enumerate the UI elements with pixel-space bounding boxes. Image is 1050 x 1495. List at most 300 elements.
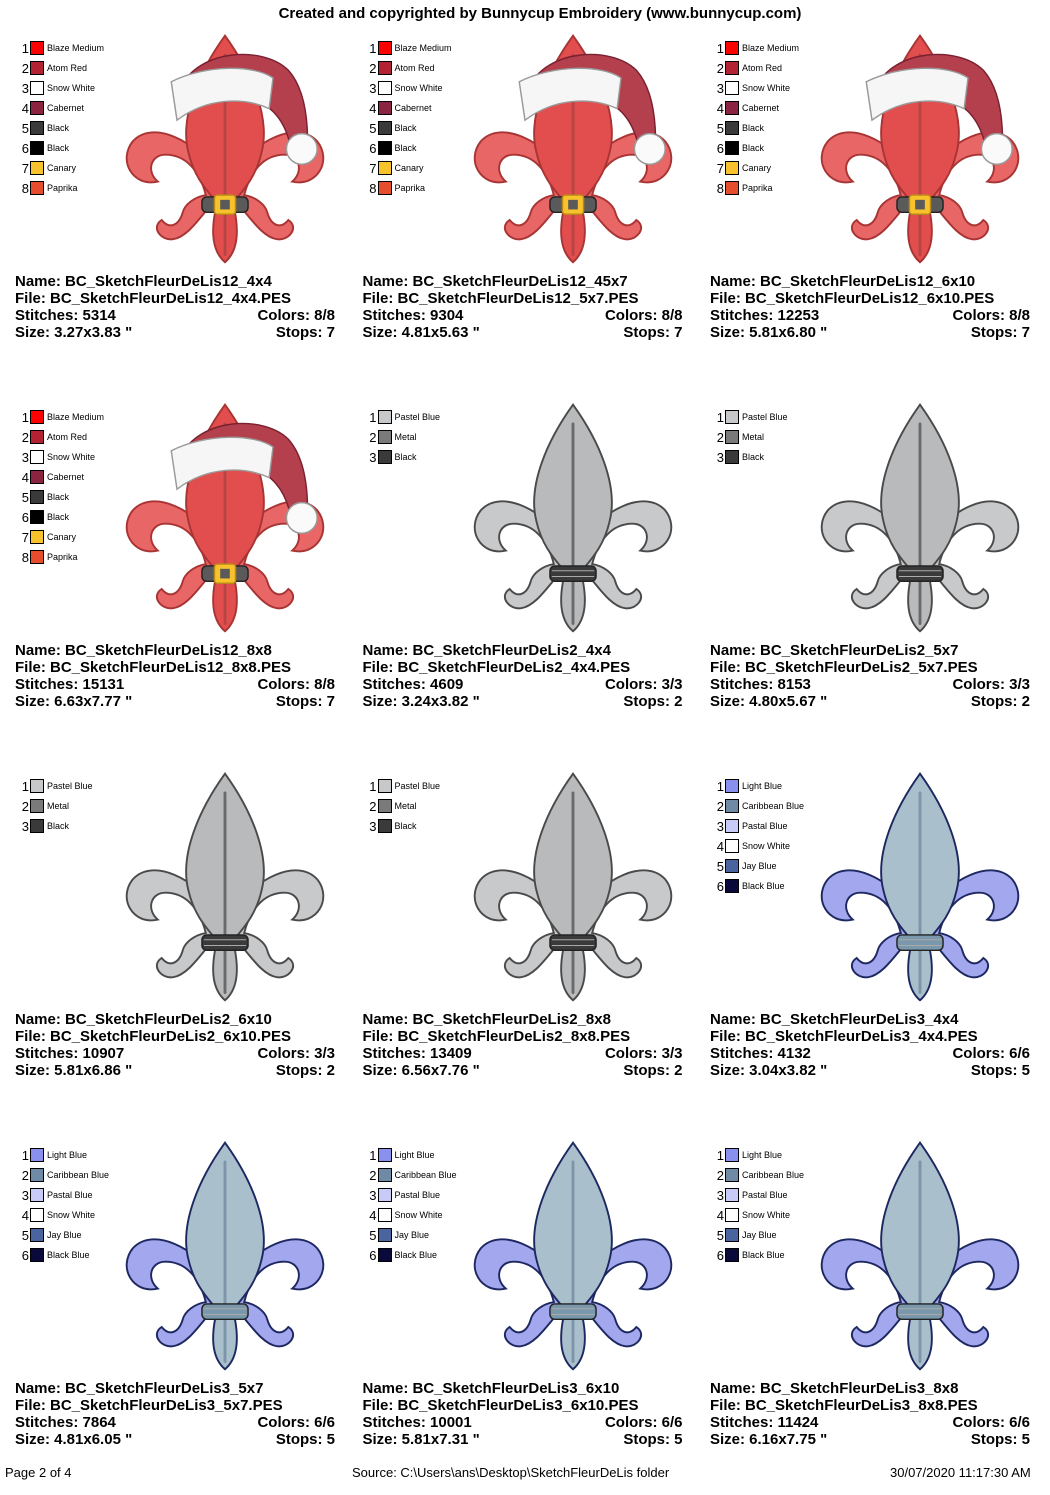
color-swatch xyxy=(725,879,739,893)
design-file: File: BC_SketchFleurDeLis2_6x10.PES xyxy=(15,1028,291,1045)
color-swatch xyxy=(378,41,392,55)
info-row xyxy=(710,1414,1030,1431)
legend-item xyxy=(19,58,104,78)
legend-item xyxy=(367,158,452,178)
legend-color-name: Pastel Blue xyxy=(47,781,93,791)
legend-number: 1 xyxy=(21,778,29,794)
design-size: Size: 4.80x5.67 " xyxy=(710,693,828,710)
info-row xyxy=(15,1045,335,1062)
page-number: Page 2 of 4 xyxy=(5,1465,72,1480)
design-file: File: BC_SketchFleurDeLis12_8x8.PES xyxy=(15,659,291,676)
hat-pompom xyxy=(981,134,1012,165)
color-swatch xyxy=(30,101,44,115)
color-swatch xyxy=(378,81,392,95)
design-file: File: BC_SketchFleurDeLis2_5x7.PES xyxy=(710,659,978,676)
legend-color-name: Black xyxy=(394,123,417,133)
fleur-group xyxy=(474,774,671,1001)
info-row xyxy=(710,273,1030,290)
legend-number: 5 xyxy=(369,120,377,136)
stitch-count: Stitches: 4609 xyxy=(362,676,464,693)
design-file: File: BC_SketchFleurDeLis3_5x7.PES xyxy=(15,1397,283,1414)
stitch-count: Stitches: 11424 xyxy=(710,1414,819,1431)
fleur-band xyxy=(897,935,943,950)
legend-item xyxy=(19,776,93,796)
design-card xyxy=(15,766,345,1126)
legend-color-name: Jay Blue xyxy=(394,1230,430,1240)
legend-number: 2 xyxy=(716,798,724,814)
legend-item xyxy=(714,407,788,427)
color-swatch xyxy=(725,779,739,793)
legend-number: 1 xyxy=(369,409,377,425)
legend-color-name: Jay Blue xyxy=(742,1230,777,1240)
legend-item xyxy=(714,1205,804,1225)
color-swatch xyxy=(30,819,44,833)
legend-number: 3 xyxy=(369,1187,377,1203)
legend-item xyxy=(367,1185,457,1205)
legend-item xyxy=(367,447,441,467)
stop-count: Stops: 7 xyxy=(623,324,683,341)
legend-number: 4 xyxy=(369,100,377,116)
buckle-hole xyxy=(915,200,925,210)
stitch-count: Stitches: 10001 xyxy=(362,1414,472,1431)
legend-item xyxy=(714,776,804,796)
legend-number: 2 xyxy=(716,429,724,445)
info-row xyxy=(710,1045,1030,1062)
color-swatch xyxy=(30,799,44,813)
legend-color-name: Paprika xyxy=(47,552,78,562)
stop-count: Stops: 5 xyxy=(970,1062,1030,1079)
stitch-count: Stitches: 8153 xyxy=(710,676,811,693)
design-name: Name: BC_SketchFleurDeLis2_6x10 xyxy=(15,1011,272,1028)
info-row xyxy=(363,1045,683,1062)
fleur-de-lis-artwork xyxy=(463,397,683,637)
legend-number: 1 xyxy=(369,1147,377,1163)
legend-item xyxy=(367,58,452,78)
legend-color-name: Caribbean Blue xyxy=(47,1170,110,1180)
info-row xyxy=(363,273,683,290)
design-info xyxy=(15,1380,335,1448)
design-name: Name: BC_SketchFleurDeLis3_4x4 xyxy=(710,1011,959,1028)
color-count: Colors: 6/6 xyxy=(604,1414,683,1431)
design-name: Name: BC_SketchFleurDeLis12_8x8 xyxy=(15,642,272,659)
legend-item xyxy=(367,816,441,836)
info-row xyxy=(710,642,1030,659)
legend-item xyxy=(19,1245,109,1265)
legend-number: 2 xyxy=(369,60,377,76)
legend-color-name: Black xyxy=(394,143,417,153)
color-swatch xyxy=(30,121,44,135)
legend-color-name: Light Blue xyxy=(742,1150,783,1160)
legend-color-name: Snow White xyxy=(742,1210,791,1220)
legend-color-name: Atom Red xyxy=(742,63,783,73)
design-file: File: BC_SketchFleurDeLis3_8x8.PES xyxy=(710,1397,978,1414)
design-info xyxy=(15,1011,335,1079)
legend-item xyxy=(367,1205,457,1225)
stop-count: Stops: 5 xyxy=(275,1431,335,1448)
color-count: Colors: 3/3 xyxy=(257,1045,335,1062)
legend-number: 3 xyxy=(716,449,724,465)
color-swatch xyxy=(378,1148,392,1162)
info-row xyxy=(710,1431,1030,1448)
color-swatch xyxy=(30,470,44,484)
color-swatch xyxy=(378,101,392,115)
design-file: File: BC_SketchFleurDeLis3_4x4.PES xyxy=(710,1028,978,1045)
legend-number: 4 xyxy=(716,838,724,854)
legend-color-name: Black xyxy=(742,123,765,133)
fleur-group xyxy=(822,405,1019,632)
legend-color-name: Canary xyxy=(47,163,77,173)
info-row xyxy=(15,273,335,290)
design-info xyxy=(363,1380,683,1448)
legend-color-name: Jay Blue xyxy=(47,1230,82,1240)
legend-number: 6 xyxy=(21,509,29,525)
legend-color-name: Pastal Blue xyxy=(742,821,788,831)
design-name: Name: BC_SketchFleurDeLis2_5x7 xyxy=(710,642,959,659)
fleur-band xyxy=(897,566,943,581)
stitch-count: Stitches: 13409 xyxy=(362,1045,472,1062)
legend-item xyxy=(714,1165,804,1185)
info-row xyxy=(15,1062,335,1079)
design-size: Size: 6.16x7.75 " xyxy=(710,1431,828,1448)
legend-number: 2 xyxy=(369,429,377,445)
color-swatch xyxy=(30,41,44,55)
color-swatch xyxy=(30,1188,44,1202)
info-row xyxy=(363,1028,683,1045)
info-row xyxy=(15,676,335,693)
color-swatch xyxy=(378,1188,392,1202)
color-swatch xyxy=(30,510,44,524)
color-count: Colors: 3/3 xyxy=(604,676,683,693)
legend-color-name: Atom Red xyxy=(394,63,435,73)
legend-color-name: Snow White xyxy=(742,83,791,93)
fleur-group xyxy=(474,36,671,263)
design-size: Size: 3.27x3.83 " xyxy=(15,324,133,341)
fleur-band xyxy=(549,935,595,950)
legend-item xyxy=(714,1245,804,1265)
color-swatch xyxy=(725,161,739,175)
legend-item xyxy=(367,1225,457,1245)
legend-color-name: Snow White xyxy=(47,1210,96,1220)
legend-number: 1 xyxy=(369,778,377,794)
legend-number: 2 xyxy=(716,1167,724,1183)
color-swatch xyxy=(30,1228,44,1242)
legend-color-name: Snow White xyxy=(394,83,443,93)
color-count: Colors: 8/8 xyxy=(952,307,1030,324)
color-count: Colors: 8/8 xyxy=(257,676,335,693)
legend-number: 5 xyxy=(716,1227,724,1243)
legend-number: 5 xyxy=(21,120,29,136)
legend-item xyxy=(19,407,104,427)
design-size: Size: 6.56x7.76 " xyxy=(362,1062,480,1079)
info-row xyxy=(15,307,335,324)
design-card xyxy=(710,766,1040,1126)
color-swatch xyxy=(725,1208,739,1222)
info-row xyxy=(710,307,1030,324)
legend-number: 8 xyxy=(369,180,377,196)
legend-item xyxy=(367,98,452,118)
legend-color-name: Black Blue xyxy=(47,1250,90,1260)
legend-item xyxy=(367,407,441,427)
design-size: Size: 3.04x3.82 " xyxy=(710,1062,828,1079)
legend-item xyxy=(714,38,799,58)
design-size: Size: 4.81x6.05 " xyxy=(15,1431,133,1448)
info-row xyxy=(710,1028,1030,1045)
design-size: Size: 5.81x6.80 " xyxy=(710,324,828,341)
design-info xyxy=(363,273,683,341)
color-swatch xyxy=(725,430,739,444)
legend-number: 3 xyxy=(716,80,724,96)
info-row xyxy=(710,1380,1030,1397)
legend-color-name: Paprika xyxy=(47,183,78,193)
legend-color-name: Black xyxy=(47,123,70,133)
design-info xyxy=(710,1380,1030,1448)
color-swatch xyxy=(30,61,44,75)
fleur-de-lis-artwork xyxy=(810,28,1030,268)
thread-color-legend xyxy=(19,38,104,198)
info-row xyxy=(363,693,683,710)
design-name: Name: BC_SketchFleurDeLis3_6x10 xyxy=(362,1380,620,1397)
info-row xyxy=(15,1011,335,1028)
legend-number: 6 xyxy=(716,1247,724,1263)
stitch-count: Stitches: 12253 xyxy=(710,307,820,324)
legend-item xyxy=(367,1245,457,1265)
legend-color-name: Atom Red xyxy=(47,63,88,73)
legend-number: 2 xyxy=(21,798,29,814)
info-row xyxy=(710,1011,1030,1028)
hat-pompom xyxy=(286,503,317,534)
legend-color-name: Light Blue xyxy=(394,1150,435,1160)
legend-item xyxy=(19,527,104,547)
legend-color-name: Paprika xyxy=(742,183,773,193)
color-swatch xyxy=(725,41,739,55)
design-info xyxy=(363,1011,683,1079)
legend-number: 2 xyxy=(716,60,724,76)
legend-color-name: Black Blue xyxy=(394,1250,438,1260)
legend-color-name: Blaze Medium xyxy=(47,412,105,422)
color-swatch xyxy=(30,410,44,424)
legend-number: 1 xyxy=(21,409,29,425)
legend-item xyxy=(714,876,804,896)
legend-color-name: Jay Blue xyxy=(742,861,777,871)
color-swatch xyxy=(30,1168,44,1182)
design-card xyxy=(710,397,1040,757)
legend-item xyxy=(714,138,799,158)
info-row xyxy=(15,693,335,710)
color-swatch xyxy=(725,61,739,75)
info-row xyxy=(710,693,1030,710)
design-size: Size: 3.24x3.82 " xyxy=(362,693,480,710)
legend-color-name: Cabernet xyxy=(47,472,85,482)
design-size: Size: 4.81x5.63 " xyxy=(362,324,480,341)
legend-color-name: Blaze Medium xyxy=(742,43,800,53)
info-row xyxy=(15,1431,335,1448)
stop-count: Stops: 2 xyxy=(970,693,1030,710)
info-row xyxy=(363,1397,683,1414)
info-row xyxy=(15,1028,335,1045)
fleur-group xyxy=(127,774,324,1001)
legend-number: 8 xyxy=(716,180,724,196)
color-swatch xyxy=(725,450,739,464)
color-count: Colors: 6/6 xyxy=(952,1045,1030,1062)
color-swatch xyxy=(30,161,44,175)
legend-number: 2 xyxy=(21,1167,29,1183)
stop-count: Stops: 2 xyxy=(623,693,683,710)
design-size: Size: 5.81x7.31 " xyxy=(362,1431,480,1448)
legend-item xyxy=(19,816,93,836)
color-swatch xyxy=(725,799,739,813)
legend-number: 2 xyxy=(369,1167,377,1183)
legend-color-name: Black xyxy=(47,512,70,522)
design-name: Name: BC_SketchFleurDeLis3_8x8 xyxy=(710,1380,959,1397)
fleur-group xyxy=(822,36,1019,263)
design-file: File: BC_SketchFleurDeLis2_4x4.PES xyxy=(362,659,631,676)
info-row xyxy=(710,1397,1030,1414)
legend-item xyxy=(714,1225,804,1245)
legend-number: 7 xyxy=(21,529,29,545)
color-swatch xyxy=(30,141,44,155)
legend-item xyxy=(19,1225,109,1245)
info-row xyxy=(15,1414,335,1431)
color-swatch xyxy=(725,81,739,95)
design-name: Name: BC_SketchFleurDeLis12_6x10 xyxy=(710,273,976,290)
legend-item xyxy=(367,427,441,447)
design-card xyxy=(363,397,693,757)
legend-color-name: Black Blue xyxy=(742,1250,785,1260)
color-swatch xyxy=(30,1148,44,1162)
color-swatch xyxy=(30,490,44,504)
fleur-de-lis-artwork xyxy=(810,397,1030,637)
legend-number: 4 xyxy=(716,1207,724,1223)
legend-color-name: Pastel Blue xyxy=(742,412,788,422)
legend-color-name: Cabernet xyxy=(394,103,432,113)
stop-count: Stops: 7 xyxy=(970,324,1030,341)
color-swatch xyxy=(378,410,392,424)
legend-number: 6 xyxy=(716,140,724,156)
color-swatch xyxy=(378,430,392,444)
thread-color-legend xyxy=(19,1145,109,1265)
legend-color-name: Blaze Medium xyxy=(394,43,452,53)
design-name: Name: BC_SketchFleurDeLis3_5x7 xyxy=(15,1380,264,1397)
info-row xyxy=(363,1431,683,1448)
legend-number: 6 xyxy=(369,1247,377,1263)
buckle-hole xyxy=(568,200,578,210)
legend-item xyxy=(714,427,788,447)
legend-number: 3 xyxy=(716,1187,724,1203)
legend-number: 5 xyxy=(21,489,29,505)
stitch-count: Stitches: 15131 xyxy=(15,676,125,693)
legend-item xyxy=(367,178,452,198)
fleur-de-lis-artwork xyxy=(463,28,683,268)
legend-color-name: Black xyxy=(394,452,417,462)
legend-item xyxy=(367,1165,457,1185)
legend-item xyxy=(19,1205,109,1225)
design-card xyxy=(710,1135,1040,1495)
legend-color-name: Metal xyxy=(742,432,765,442)
stitch-count: Stitches: 9304 xyxy=(362,307,464,324)
legend-item xyxy=(714,447,788,467)
design-name: Name: BC_SketchFleurDeLis12_4x4 xyxy=(15,273,272,290)
legend-number: 7 xyxy=(21,160,29,176)
stitch-count: Stitches: 10907 xyxy=(15,1045,125,1062)
legend-number: 7 xyxy=(716,160,724,176)
legend-item xyxy=(19,427,104,447)
legend-item xyxy=(714,1145,804,1165)
color-swatch xyxy=(30,779,44,793)
legend-item xyxy=(714,796,804,816)
legend-color-name: Metal xyxy=(394,432,417,442)
legend-color-name: Caribbean Blue xyxy=(742,1170,805,1180)
fleur-group xyxy=(127,405,324,632)
thread-color-legend xyxy=(367,38,452,198)
design-card xyxy=(363,1135,693,1495)
legend-number: 4 xyxy=(21,1207,29,1223)
fleur-group xyxy=(822,774,1019,1001)
color-swatch xyxy=(378,1248,392,1262)
color-swatch xyxy=(378,779,392,793)
color-swatch xyxy=(725,121,739,135)
legend-item xyxy=(714,836,804,856)
info-row xyxy=(710,1062,1030,1079)
legend-color-name: Atom Red xyxy=(47,432,88,442)
legend-number: 5 xyxy=(716,858,724,874)
legend-color-name: Pastel Blue xyxy=(394,781,441,791)
fleur-band xyxy=(897,1304,943,1319)
design-info xyxy=(710,642,1030,710)
legend-color-name: Cabernet xyxy=(742,103,780,113)
color-swatch xyxy=(725,141,739,155)
legend-color-name: Snow White xyxy=(47,452,96,462)
info-row xyxy=(15,1380,335,1397)
color-swatch xyxy=(378,161,392,175)
info-row xyxy=(15,659,335,676)
legend-item xyxy=(714,118,799,138)
fleur-band xyxy=(202,935,248,950)
timestamp: 30/07/2020 11:17:30 AM xyxy=(890,1465,1031,1480)
info-row xyxy=(363,290,683,307)
legend-item xyxy=(367,1145,457,1165)
legend-number: 7 xyxy=(369,160,377,176)
info-row xyxy=(363,1414,683,1431)
legend-number: 3 xyxy=(369,80,377,96)
stop-count: Stops: 7 xyxy=(275,324,335,341)
design-name: Name: BC_SketchFleurDeLis2_8x8 xyxy=(362,1011,611,1028)
thread-color-legend xyxy=(19,407,104,567)
color-swatch xyxy=(30,550,44,564)
stop-count: Stops: 5 xyxy=(623,1431,683,1448)
legend-item xyxy=(367,78,452,98)
thread-color-legend xyxy=(19,776,93,836)
legend-item xyxy=(19,98,104,118)
legend-item xyxy=(367,138,452,158)
legend-color-name: Black xyxy=(742,452,765,462)
legend-color-name: Snow White xyxy=(742,841,791,851)
color-swatch xyxy=(725,1188,739,1202)
info-row xyxy=(15,642,335,659)
info-row xyxy=(710,676,1030,693)
color-swatch xyxy=(378,819,392,833)
info-row xyxy=(710,659,1030,676)
color-swatch xyxy=(725,1148,739,1162)
hat-pompom xyxy=(286,134,317,165)
fleur-de-lis-artwork xyxy=(115,28,335,268)
buckle-hole xyxy=(220,200,230,210)
color-swatch xyxy=(378,61,392,75)
legend-number: 3 xyxy=(21,449,29,465)
legend-item xyxy=(19,78,104,98)
fleur-de-lis-artwork xyxy=(463,1135,683,1375)
legend-item xyxy=(19,796,93,816)
color-swatch xyxy=(30,430,44,444)
